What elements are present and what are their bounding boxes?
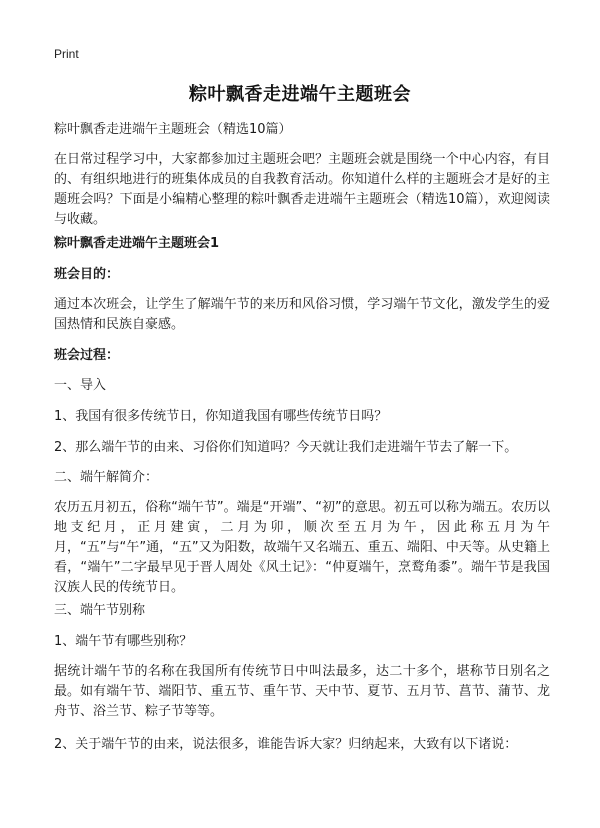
- question-1: [54, 407, 550, 427]
- q3-text: 1、端午节有哪些别称？: [54, 634, 193, 649]
- goal-heading-text: 班会目的：: [54, 267, 120, 282]
- subtitle-text: 粽叶飘香走进端午主题班会（精选10篇）: [54, 122, 292, 137]
- goal-text: 通过本次班会，让学生了解端午节的来历和风俗习惯，学习端午节文化，激发学生的爱国热情和民族自豪感。: [54, 297, 550, 332]
- festival-names-paragraph: [54, 662, 550, 722]
- q1-text: 1、我国有很多传统节日，你知道我国有哪些传统节日吗？: [54, 409, 388, 424]
- question-2: [54, 438, 550, 458]
- goal-paragraph: [54, 295, 550, 335]
- step-3-heading: [54, 601, 550, 621]
- intro-festival-text: 农历五月初五，俗称“端午节”。端是“开端”、“初”的意思。初五可以称为端五。农历以地支纪月，正月建寅，二月为卯，顺次至五月为午，因此称五月为午月，“五”与“午”通，“五”又为阳数，故端午又名端五、重五、端阳、中天等。从史籍上看，“端午”二字最早见于晋人周处《风土记》：“仲夏端午，烹鹜角黍”。端午节是我国汉族人民的传统节日。: [54, 500, 550, 595]
- intro-text: 在日常过程学习中，大家都参加过主题班会吧？主题班会就是围绕一个中心内容，有目的、有组织地进行的班集体成员的自我教育活动。你知道什么样的主题班会才是好的主题班会吗？下面是小编精心整理的粽叶飘香走进端午主题班会（精选10篇），欢迎阅读与收藏。: [54, 152, 550, 227]
- question-4: [54, 735, 550, 755]
- step3-text: 三、端午节别称: [54, 603, 146, 618]
- goal-heading: [54, 265, 550, 285]
- step-1-heading: [54, 376, 550, 396]
- festival-intro-paragraph: [54, 498, 550, 598]
- process-heading-text: 班会过程：: [54, 348, 120, 363]
- q2-text: 2、那么端午节的由来、习俗你们知道吗？今天就让我们走进端午节去了解一下。: [54, 440, 518, 455]
- q4-text: 2、关于端午节的由来，说法很多，谁能告诉大家？归纳起来，大致有以下诸说：: [54, 737, 518, 752]
- document-subtitle: [54, 120, 550, 140]
- step2-text: 二、端午解简介：: [54, 470, 159, 485]
- step1-text: 一、导入: [54, 378, 107, 393]
- names-text: 据统计端午节的名称在我国所有传统节日中叫法最多，达二十多个，堪称节日别名之最。如有端午节、端阳节、重五节、重午节、天中节、夏节、五月节、菖节、蒲节、龙舟节、浴兰节、粽子节等等。: [54, 664, 550, 719]
- question-3: [54, 632, 550, 652]
- document-title: 粽叶飘香走进端午主题班会: [189, 84, 411, 105]
- step-2-heading: [54, 468, 550, 488]
- print-label: Print: [54, 47, 79, 61]
- section1-heading-text: 粽叶飘香走进端午主题班会1: [54, 236, 220, 251]
- intro-paragraph: [54, 150, 550, 230]
- section-heading: [54, 234, 550, 254]
- process-heading: [54, 346, 550, 366]
